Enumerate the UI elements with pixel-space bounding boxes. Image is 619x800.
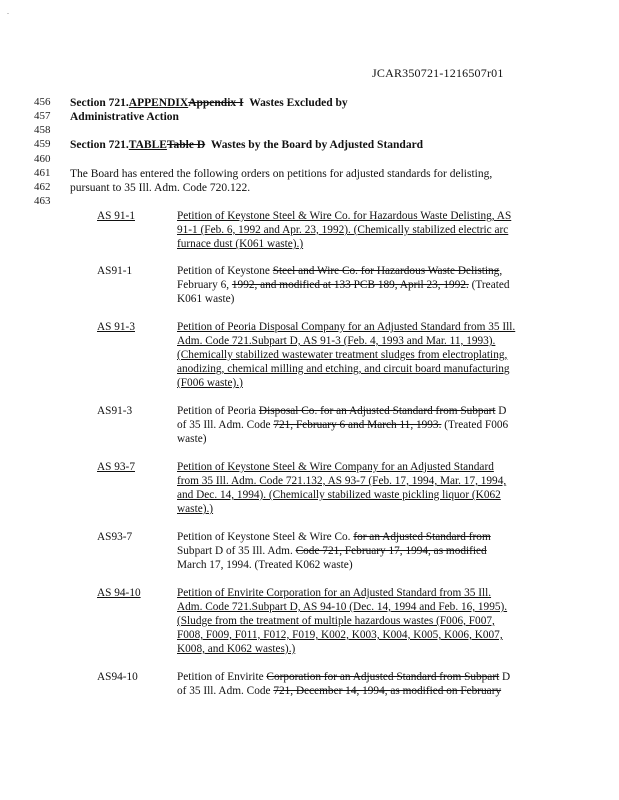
inserted-text: Petition of Peoria Disposal Company for an Adjusted Standard from 35 Ill.	[177, 321, 516, 333]
entry-text-line	[177, 460, 539, 474]
entry-id: AS 91-3	[97, 321, 135, 333]
entry-text-line	[177, 474, 539, 488]
entry-description	[177, 530, 539, 572]
entry-id: AS91-1	[97, 265, 133, 277]
entry-id: AS 94-10	[97, 587, 141, 599]
entry-description	[177, 264, 539, 306]
inserted-text: from 35 Ill. Adm. Code 721.132, AS 93-7 (Feb. 17, 1994, Mar. 17, 1994,	[177, 475, 507, 487]
plain-text: Petition of Envirite	[177, 671, 267, 683]
deleted-text: 721, February 6 and March 11, 1993.	[273, 419, 442, 431]
entry-id: AS 93-7	[97, 461, 135, 473]
entry-text-line	[177, 418, 539, 432]
plain-text: ,	[499, 265, 503, 277]
line-number: 459	[34, 138, 51, 150]
plain-text: of 35 Ill. Adm. Code	[177, 419, 274, 431]
entry-text-line	[177, 209, 539, 223]
deleted-text: Disposal Co. for an Adjusted Standard from Subpart	[258, 405, 496, 417]
intro-paragraph-line2: pursuant to 35 Ill. Adm. Code 720.122.	[70, 182, 251, 194]
entry-id: AS91-3	[97, 405, 133, 417]
entry-description	[177, 460, 539, 516]
inserted-text: furnace dust (K061 waste).)	[177, 238, 304, 250]
entry-text-line	[177, 376, 539, 390]
deleted-text: Steel and Wire Co. for Hazardous Waste Delisting	[272, 265, 500, 277]
inserted-text: Petition of Keystone Steel & Wire Company for an Adjusted Standard	[177, 461, 494, 473]
section-heading-appendix-line2: Administrative Action	[70, 111, 179, 123]
entry-text-line	[177, 488, 539, 502]
plain-text: D	[499, 671, 511, 683]
entry-id: AS94-10	[97, 671, 138, 683]
entry-text-line	[177, 404, 539, 418]
entry-text-line	[177, 432, 539, 446]
inserted-text: Petition of Keystone Steel & Wire Co. for Hazardous Waste Delisting, AS	[177, 210, 512, 222]
plain-text: February 6,	[177, 279, 232, 291]
plain-text: K061 waste)	[177, 293, 235, 305]
plain-text: Petition of Keystone	[177, 265, 273, 277]
entry-text-line	[177, 278, 539, 292]
entry-text-line	[177, 362, 539, 376]
entry-description	[177, 670, 539, 698]
entry-description	[177, 209, 539, 251]
plain-text: waste)	[177, 433, 207, 445]
corner-mark: .	[7, 7, 9, 16]
entry-text-line	[177, 600, 539, 614]
entry-text-line	[177, 292, 539, 306]
entry-text-line	[177, 348, 539, 362]
entry-description	[177, 320, 539, 390]
inserted-text: (Chemically stabilized wastewater treatment sludges from electroplating,	[177, 349, 508, 361]
section-heading-appendix: Section 721.APPENDIXAppendix I Wastes Excluded by	[70, 97, 348, 109]
inserted-text: Adm. Code 721.Subpart D, AS 91-3 (Feb. 4, 1993 and Mar. 11, 1993).	[177, 335, 496, 347]
inserted-text: (F006 waste).)	[177, 377, 243, 389]
deleted-text: 721, December 14, 1994, as modified on February	[273, 685, 502, 697]
line-number: 458	[34, 124, 51, 136]
section-heading-table: Section 721.TABLETable D Wastes by the Board by Adjusted Standard	[70, 139, 424, 151]
entry-text-line	[177, 544, 539, 558]
entry-description	[177, 404, 539, 446]
plain-text: of 35 Ill. Adm. Code	[177, 685, 274, 697]
plain-text: Petition of Keystone Steel & Wire Co.	[177, 531, 354, 543]
deleted-text: Corporation for an Adjusted Standard from Subpart	[266, 671, 500, 683]
entry-text-line	[177, 223, 539, 237]
entry-text-line	[177, 642, 539, 656]
plain-text: March 17, 1994. (Treated K062 waste)	[177, 559, 353, 571]
inserted-text: waste).)	[177, 503, 214, 515]
line-number: 461	[34, 167, 51, 179]
entry-text-line	[177, 264, 539, 278]
line-number: 462	[34, 181, 51, 193]
inserted-text: anodizing, chemical milling and etching, and circuit board manufacturing	[177, 363, 510, 375]
deleted-text: 1992, and modified at 133 PCB 189, April 23, 1992.	[231, 279, 469, 291]
entry-text-line	[177, 684, 539, 698]
entry-text-line	[177, 670, 539, 684]
inserted-text: F008, F009, F011, F012, F019, K002, K003, K004, K005, K006, K007,	[177, 629, 503, 641]
entry-text-line	[177, 334, 539, 348]
line-number: 460	[34, 153, 51, 165]
line-number: 463	[34, 195, 51, 207]
plain-text: Petition of Peoria	[177, 405, 259, 417]
line-number: 457	[34, 110, 51, 122]
entry-text-line	[177, 558, 539, 572]
inserted-text: K008, and K062 wastes).)	[177, 643, 296, 655]
deleted-text: for an Adjusted Standard from	[353, 531, 491, 543]
entry-text-line	[177, 320, 539, 334]
entry-text-line	[177, 237, 539, 251]
line-number: 456	[34, 96, 51, 108]
entry-id: AS93-7	[97, 531, 133, 543]
inserted-text: (Sludge from the treatment of multiple hazardous wastes (F006, F007,	[177, 615, 495, 627]
entry-text-line	[177, 586, 539, 600]
entry-description	[177, 586, 539, 656]
plain-text: D	[495, 405, 507, 417]
entry-id: AS 91-1	[97, 210, 135, 222]
intro-paragraph-line1: The Board has entered the following orders on petitions for adjusted standards for delisting,	[70, 168, 493, 180]
inserted-text: Adm. Code 721.Subpart D, AS 94-10 (Dec. 14, 1994 and Feb. 16, 1995).	[177, 601, 508, 613]
deleted-text: Code 721, February 17, 1994, as modified	[295, 545, 487, 557]
plain-text: Subpart D of 35 Ill. Adm.	[177, 545, 296, 557]
entry-text-line	[177, 614, 539, 628]
inserted-text: 91-1 (Feb. 6, 1992 and Apr. 23, 1992). (Chemically stabilized electric arc	[177, 224, 509, 236]
document-id: JCAR350721-1216507r01	[372, 66, 504, 80]
plain-text: (Treated	[468, 279, 510, 291]
inserted-text: and Dec. 14, 1994). (Chemically stabilized waste pickling liquor (K062	[177, 489, 501, 501]
plain-text: (Treated F006	[441, 419, 509, 431]
entry-text-line	[177, 628, 539, 642]
entry-text-line	[177, 530, 539, 544]
inserted-text: Petition of Envirite Corporation for an Adjusted Standard from 35 Ill.	[177, 587, 492, 599]
entry-text-line	[177, 502, 539, 516]
